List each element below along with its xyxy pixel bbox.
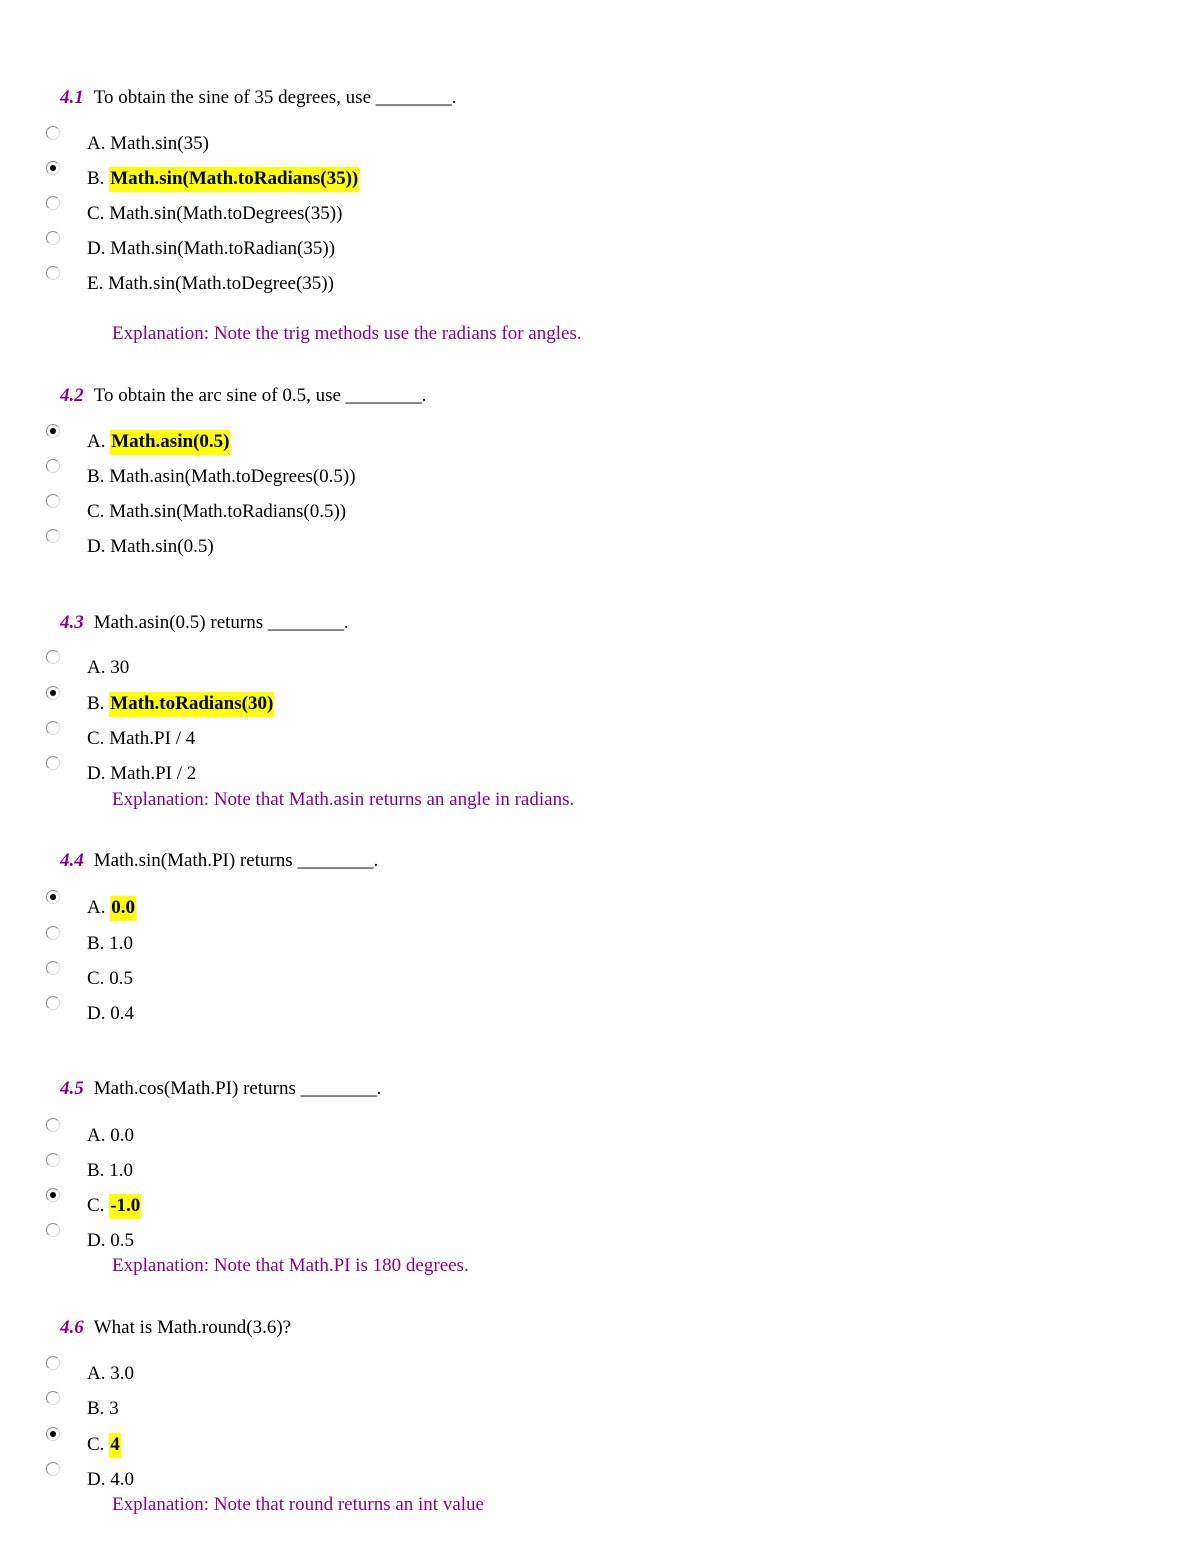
answer-option[interactable] [0,896,800,926]
option-text: Math.sin(Math.toRadian(35)) [110,238,336,259]
question-number: 4.5 [60,1078,84,1099]
option-label [87,500,346,524]
option-label [87,1397,119,1421]
option-letter: D. [87,1230,106,1251]
option-label [87,692,274,716]
question-title [60,1077,381,1101]
option-text: Math.PI / 4 [109,728,196,749]
option-label [87,465,356,489]
question-number: 4.1 [60,87,84,108]
radio-button-selected[interactable] [46,890,60,904]
option-label [87,1194,141,1218]
option-letter: B. [87,693,105,714]
option-label [87,1229,134,1253]
answer-option[interactable] [0,1362,800,1392]
question-title [60,1316,291,1340]
answer-option[interactable] [0,1002,800,1032]
answer-option[interactable] [0,1433,800,1463]
answer-option[interactable] [0,656,800,686]
option-text-highlighted: 4 [109,1433,121,1458]
option-letter: D. [87,1003,106,1024]
radio-button[interactable] [46,459,60,473]
option-letter: B. [87,466,105,487]
question-number: 4.6 [60,1317,84,1338]
option-text-highlighted: 0.0 [110,896,136,921]
option-text: 3.0 [110,1363,134,1384]
answer-option[interactable] [0,535,800,565]
explanation-text: Explanation: Note that Math.asin returns an angle in radians. [112,789,575,810]
option-label [87,896,136,920]
option-text-highlighted: Math.sin(Math.toRadians(35)) [109,167,359,192]
option-label [87,202,342,226]
option-text: 30 [110,657,130,678]
option-letter: D. [87,238,106,259]
radio-button[interactable] [46,961,60,975]
option-letter: A. [87,1125,106,1146]
radio-button[interactable] [46,1391,60,1405]
answer-option[interactable] [0,430,800,460]
option-text: 0.0 [110,1125,134,1146]
option-text: 1.0 [109,933,133,954]
answer-option[interactable] [0,1397,800,1427]
radio-button[interactable] [46,1223,60,1237]
option-text: Math.sin(Math.toDegree(35)) [108,273,334,294]
option-letter: A. [87,431,106,452]
answer-option[interactable] [0,132,800,162]
option-text: Math.sin(35) [110,133,209,154]
radio-button[interactable] [46,1462,60,1476]
option-letter: C. [87,728,105,749]
option-letter: C. [87,203,105,224]
option-label [87,1468,134,1492]
option-label [87,656,129,680]
explanation-text: Explanation: Note that round returns an int value [112,1494,484,1515]
answer-option[interactable] [0,237,800,267]
answer-option[interactable] [0,202,800,232]
option-text: Math.asin(Math.toDegrees(0.5)) [109,466,356,487]
option-label [87,272,334,296]
option-label [87,132,209,156]
option-text: 3 [109,1398,119,1419]
explanation-text: Explanation: Note the trig methods use the radians for angles. [112,323,582,344]
radio-button[interactable] [46,494,60,508]
option-label [87,1362,134,1386]
question-title [60,384,426,408]
question-title [60,611,349,635]
radio-button[interactable] [46,721,60,735]
answer-option[interactable] [0,1159,800,1189]
question-title [60,849,378,873]
option-letter: A. [87,1363,106,1384]
option-label [87,1159,133,1183]
answer-option[interactable] [0,500,800,530]
question-title [60,86,457,110]
option-text: 0.5 [110,1230,134,1251]
option-label [87,237,335,261]
radio-button-selected[interactable] [46,161,60,175]
radio-button-selected[interactable] [46,424,60,438]
question-number: 4.3 [60,612,84,633]
option-letter: C. [87,1434,105,1455]
answer-option[interactable] [0,167,800,197]
option-label [87,1124,134,1148]
answer-option[interactable] [0,932,800,962]
option-label [87,535,214,559]
radio-button[interactable] [46,756,60,770]
option-letter: A. [87,657,106,678]
radio-button[interactable] [46,926,60,940]
option-label [87,167,359,191]
question-prompt: Math.asin(0.5) returns ________. [93,612,349,633]
question-prompt: What is Math.round(3.6)? [93,1317,292,1338]
option-letter: C. [87,1195,105,1216]
option-letter: B. [87,1398,105,1419]
option-label [87,967,133,991]
option-label [87,1002,134,1026]
explanation-text: Explanation: Note that Math.PI is 180 degrees. [112,1255,469,1276]
option-letter: B. [87,168,105,189]
radio-button[interactable] [46,1356,60,1370]
option-letter: E. [87,273,104,294]
answer-option[interactable] [0,967,800,997]
answer-option[interactable] [0,272,800,302]
option-text-highlighted: -1.0 [109,1194,141,1219]
option-letter: C. [87,501,105,522]
option-text: Math.sin(Math.toRadians(0.5)) [109,501,347,522]
option-text: 1.0 [109,1160,133,1181]
answer-option[interactable] [0,1124,800,1154]
option-label [87,762,196,786]
option-text-highlighted: Math.asin(0.5) [110,430,230,455]
option-label [87,932,133,956]
question-prompt: To obtain the sine of 35 degrees, use ________. [93,87,457,108]
option-letter: D. [87,763,106,784]
option-letter: B. [87,933,105,954]
option-text: Math.PI / 2 [110,763,197,784]
option-letter: A. [87,133,106,154]
question-number: 4.4 [60,850,84,871]
option-letter: A. [87,897,106,918]
option-text: Math.sin(Math.toDegrees(35)) [109,203,343,224]
radio-button[interactable] [46,1153,60,1167]
question-prompt: Math.sin(Math.PI) returns ________. [93,850,379,871]
option-text: 0.4 [110,1003,134,1024]
option-letter: B. [87,1160,105,1181]
answer-option[interactable] [0,465,800,495]
answer-option[interactable] [0,727,800,757]
option-label [87,1433,121,1457]
radio-button[interactable] [46,1118,60,1132]
option-label [87,430,230,454]
option-text: Math.sin(0.5) [110,536,214,557]
question-prompt: Math.cos(Math.PI) returns ________. [93,1078,382,1099]
answer-option[interactable] [0,692,800,722]
radio-button-selected[interactable] [46,1188,60,1202]
option-text: 4.0 [110,1469,134,1490]
radio-button-selected[interactable] [46,1427,60,1441]
radio-button-selected[interactable] [46,686,60,700]
option-letter: D. [87,1469,106,1490]
option-label [87,727,195,751]
radio-button[interactable] [46,529,60,543]
option-letter: C. [87,968,105,989]
radio-button[interactable] [46,196,60,210]
radio-button[interactable] [46,650,60,664]
option-text: 0.5 [109,968,133,989]
radio-button[interactable] [46,266,60,280]
option-letter: D. [87,536,106,557]
radio-button[interactable] [46,996,60,1010]
radio-button[interactable] [46,231,60,245]
question-number: 4.2 [60,385,84,406]
option-text-highlighted: Math.toRadians(30) [109,692,274,717]
question-prompt: To obtain the arc sine of 0.5, use ________. [93,385,427,406]
radio-button[interactable] [46,126,60,140]
answer-option[interactable] [0,1194,800,1224]
